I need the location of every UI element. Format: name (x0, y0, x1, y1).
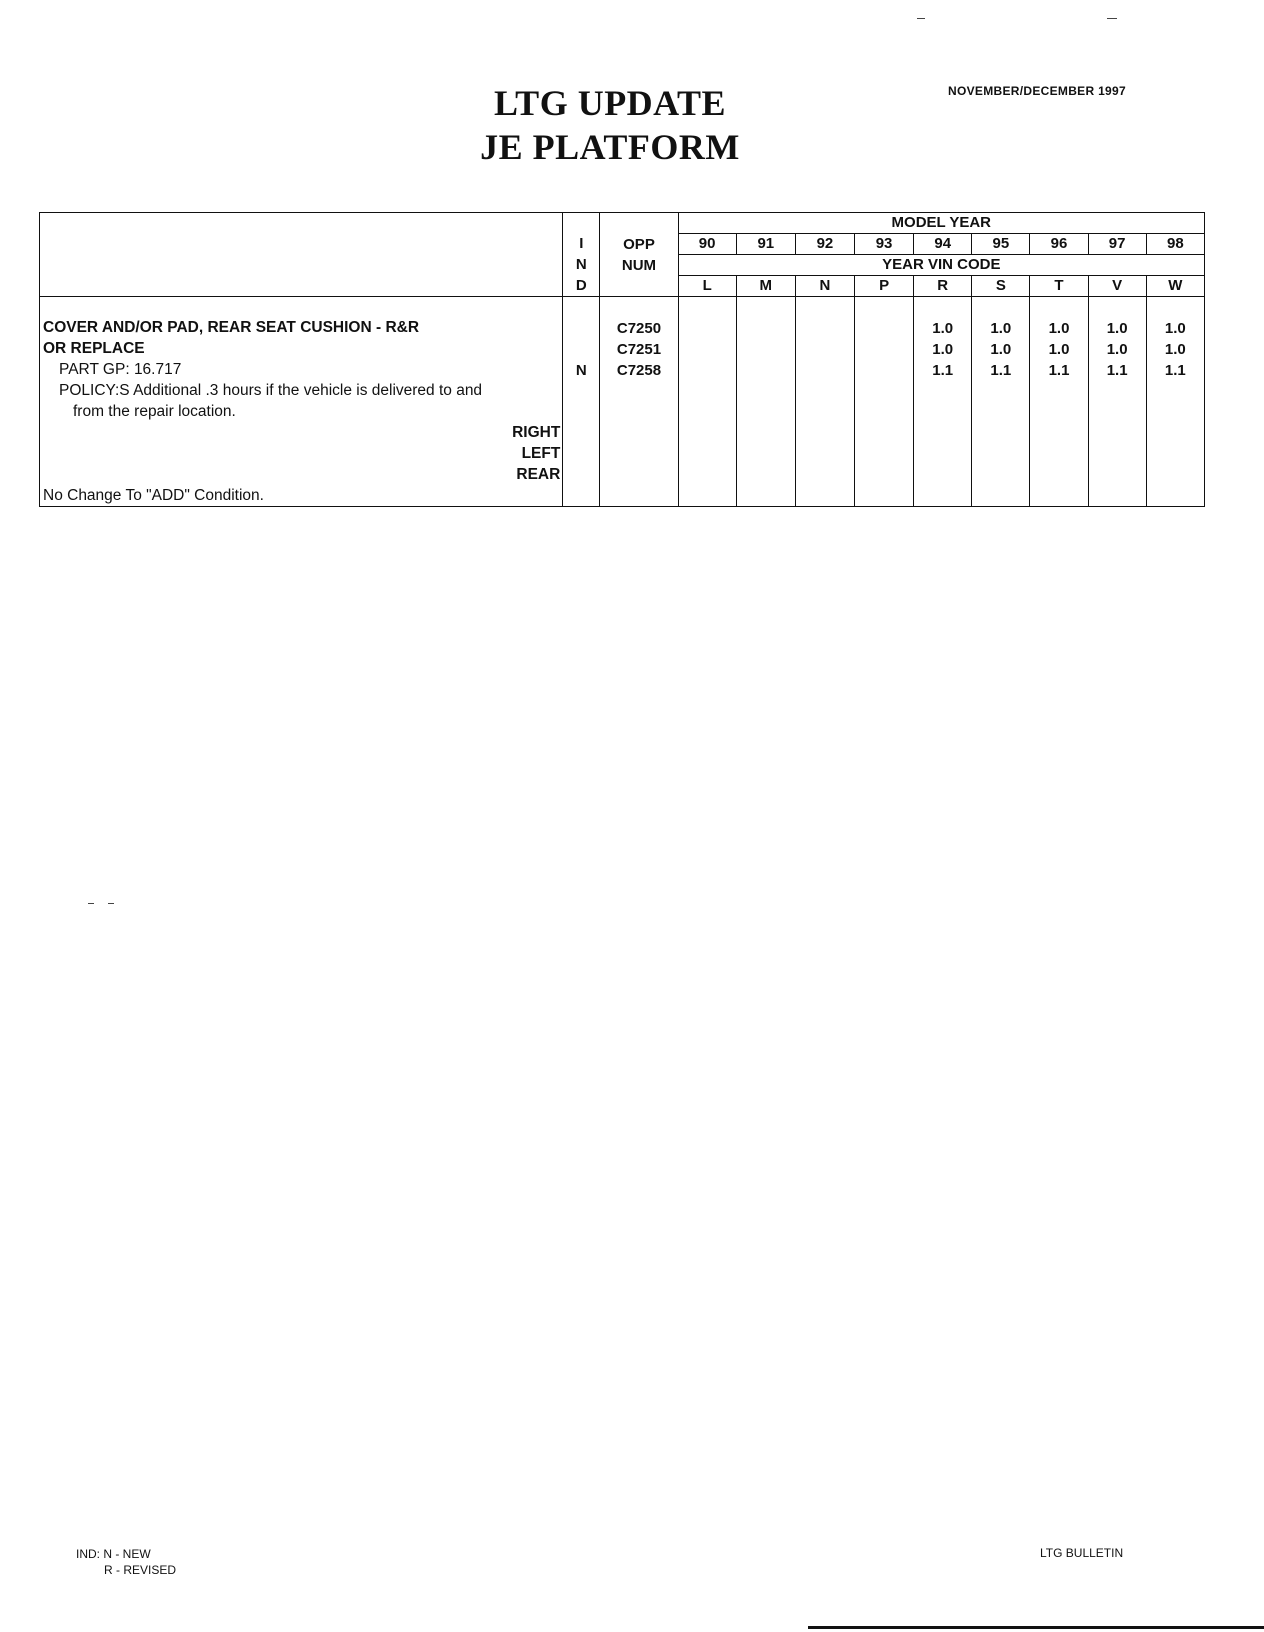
entry-description (40, 297, 563, 507)
value-cell: 1.1 (1048, 362, 1070, 379)
vin-code-m: M (736, 276, 795, 297)
page-title: LTG UPDATE (493, 83, 727, 123)
entry-row (40, 297, 1205, 507)
vin-code-v: V (1088, 276, 1146, 297)
entry-title-line2: OR REPLACE (43, 340, 145, 357)
legend-revised: R - REVISED (104, 1563, 177, 1577)
year-92: 92 (795, 234, 854, 255)
row-label-rear: REAR (516, 466, 561, 483)
value-cell: 1.0 (1106, 341, 1128, 358)
value-cell: 1.0 (990, 341, 1012, 358)
year-91: 91 (736, 234, 795, 255)
labor-time-table (39, 212, 1205, 507)
value-cell: 1.0 (1164, 341, 1186, 358)
policy-line2: from the repair location. (73, 403, 236, 420)
values-92 (795, 297, 854, 507)
bulletin-date: NOVEMBER/DECEMBER 1997 (948, 84, 1126, 98)
value-cell (737, 339, 795, 360)
values-97 (1088, 297, 1146, 507)
vin-code-l: L (678, 276, 736, 297)
year-93: 93 (855, 234, 914, 255)
values-91 (736, 297, 795, 507)
values-95 (972, 297, 1030, 507)
value-cell: 1.1 (1106, 362, 1128, 379)
year-97: 97 (1088, 234, 1146, 255)
ind-left (563, 339, 599, 360)
entry-title-line1: COVER AND/OR PAD, REAR SEAT CUSHION - R&R (43, 319, 420, 336)
row-label-left: LEFT (521, 445, 561, 462)
policy-line1: POLICY:S Additional .3 hours if the vehicle is delivered to and (59, 382, 483, 399)
bottom-rule (808, 1626, 1264, 1629)
opp-rear: C7258 (616, 362, 662, 379)
value-cell: 1.0 (990, 320, 1012, 337)
year-95: 95 (972, 234, 1030, 255)
value-cell: 1.1 (932, 362, 954, 379)
year-98: 98 (1146, 234, 1204, 255)
vin-code-s: S (972, 276, 1030, 297)
opp-header (600, 213, 678, 297)
value-cell: 1.0 (1106, 320, 1128, 337)
value-cell (796, 360, 854, 381)
ind-header-n: N (575, 256, 587, 273)
value-cell (679, 360, 736, 381)
scan-speck (917, 18, 925, 19)
value-cell (796, 318, 854, 339)
opp-column (600, 297, 678, 507)
value-cell: 1.0 (1048, 341, 1070, 358)
scan-speck (108, 903, 114, 904)
value-cell: 1.0 (1164, 320, 1186, 337)
value-cell (737, 318, 795, 339)
ind-column (563, 297, 600, 507)
entry-note: No Change To "ADD" Condition. (43, 487, 264, 504)
ind-header-d: D (575, 277, 587, 294)
vin-code-p: P (855, 276, 914, 297)
part-group: PART GP: 16.717 (59, 361, 182, 378)
year-96: 96 (1030, 234, 1088, 255)
value-cell: 1.0 (932, 320, 954, 337)
values-96 (1030, 297, 1088, 507)
header-row-model-year (40, 213, 1205, 234)
vin-code-r: R (914, 276, 972, 297)
header-blank-cell (40, 213, 563, 297)
opp-left: C7251 (616, 341, 662, 358)
value-cell (855, 339, 913, 360)
values-90 (678, 297, 736, 507)
opp-header-num: NUM (621, 256, 657, 274)
ind-header (563, 213, 600, 297)
vin-code-label: YEAR VIN CODE (678, 255, 1204, 276)
year-90: 90 (678, 234, 736, 255)
value-cell (679, 318, 736, 339)
value-cell: 1.1 (1164, 362, 1186, 379)
opp-right: C7250 (616, 320, 662, 337)
value-cell (679, 339, 736, 360)
ind-header-i: I (579, 235, 584, 252)
values-94 (914, 297, 972, 507)
row-label-right: RIGHT (512, 424, 561, 441)
value-cell (855, 318, 913, 339)
ind-legend (76, 1546, 176, 1578)
vin-code-w: W (1146, 276, 1204, 297)
value-cell (855, 360, 913, 381)
opp-header-opp: OPP (623, 235, 655, 253)
year-94: 94 (914, 234, 972, 255)
bulletin-label: LTG BULLETIN (1040, 1546, 1124, 1560)
value-cell (796, 339, 854, 360)
vin-code-n: N (795, 276, 854, 297)
scan-speck (88, 903, 94, 904)
values-98 (1146, 297, 1204, 507)
value-cell: 1.1 (990, 362, 1012, 379)
page-subtitle: JE PLATFORM (480, 127, 740, 167)
ind-rear: N (575, 362, 587, 379)
vin-code-t: T (1030, 276, 1088, 297)
value-cell (737, 360, 795, 381)
ind-right (563, 318, 599, 339)
values-93 (855, 297, 914, 507)
model-year-label: MODEL YEAR (678, 213, 1204, 234)
legend-new: IND: N - NEW (76, 1547, 151, 1561)
value-cell: 1.0 (1048, 320, 1070, 337)
value-cell: 1.0 (932, 341, 954, 358)
scan-speck (1107, 18, 1117, 19)
